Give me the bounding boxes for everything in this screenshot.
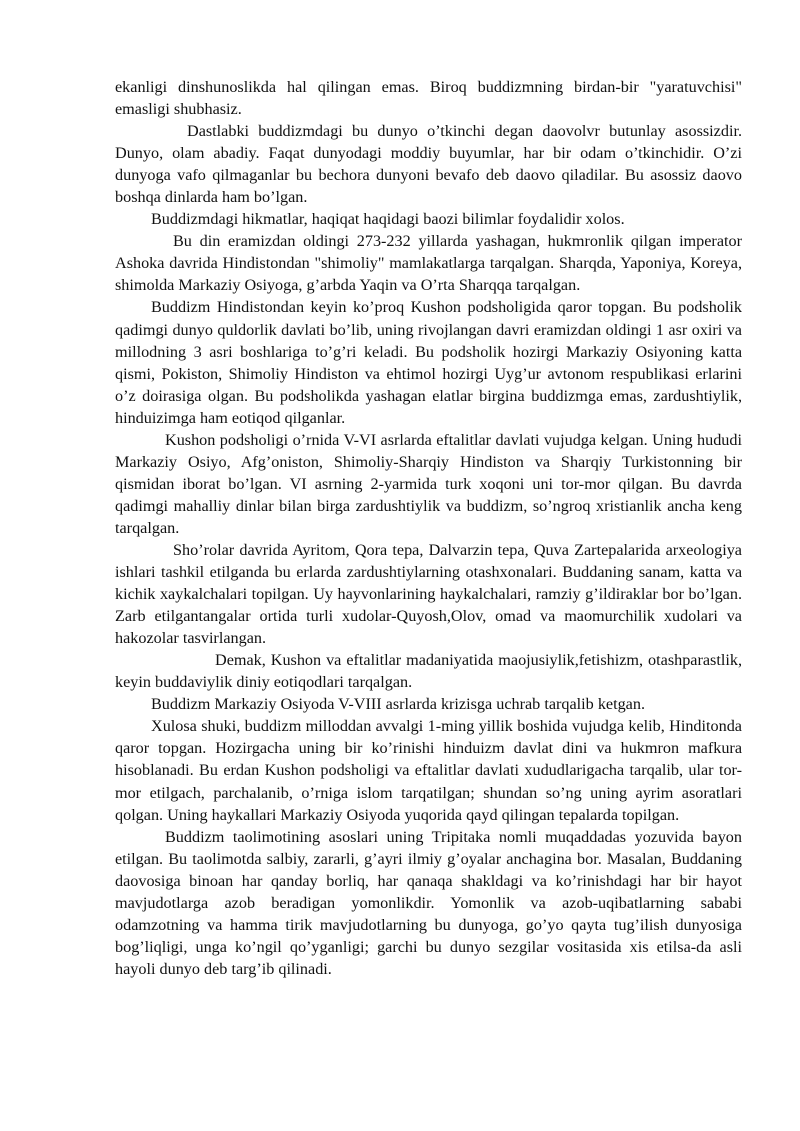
paragraph-1: ekanligi dinshunoslikda hal qilingan emas. Biroq buddizmning birdan-bir "yaratuvchisi" emasligi shubhasiz. <box>115 78 742 119</box>
paragraph-8: Demak, Kushon va eftalitlar madaniyatida maojusiylik,fetishizm, otashparastlik, keyin buddaviylik diniy eotiqodlari tarqalgan. <box>115 651 742 692</box>
paragraph-9: Buddizm Markaziy Osiyoda V-VIII asrlarda krizisga uchrab tarqalib ketgan. <box>151 695 646 714</box>
paragraph-3: Buddizmdagi hikmatlar, haqiqat haqidagi baozi bilimlar foydalidir xolos. <box>151 210 625 229</box>
document-page <box>115 76 742 980</box>
paragraph-10: Xulosa shuki, buddizm milloddan avvalgi 1-ming yillik boshida vujudga kelib, Hinditonda qaror topgan. Hozirgacha uning bir ko’rinishi hinduizm davlat dini va hukmron mafkura hisoblanadi. Bu erdan Kushon podsholigi va eftalitlar davlati xududlarigacha tarqalib, ular tor-mor etilgach, parchalanib, o’rniga islom tarqatilgan; shundan so’ng uning ayrim asoratlari qolgan. Uning haykallari Markaziy Osiyoda yuqorida qayd qilingan tepalarda topilgan. <box>115 717 742 824</box>
paragraph-11: Buddizm taolimotining asoslari uning Tripitaka nomli muqaddadas yozuvida bayon etilgan. Bu taolimotda salbiy, zararli, g’ayri ilmiy g’oyalar anchagina bor. Masalan, Buddaning daovosiga binoan har qanday borliq, har qanaqa shakldagi va ko’rinishdagi har bir hayot mavjudotlarga azob beradigan yomonlikdir. Yomonlik va azob-uqibatlarning sababi odamzotning va hamma tirik mavjudotlarning bu dunyoga, go’yo qayta tug’ilish dunyosiga bog’liqligi, unga ko’ngil qo’yganligi; garchi bu dunyo sezgilar vositasida xis etilsa-da asli hayoli dunyo deb targ’ib qilinadi. <box>115 827 742 978</box>
paragraph-7: Sho’rolar davrida Ayritom, Qora tepa, Dalvarzin tepa, Quva Zartepalarida arxeologiya ishlari tashkil etilganda bu erlarda zardushtiylarning otashxonalari. Buddaning sanam, katta va kichik xaykalchalari topilgan. Uy hayvonlarining haykalchalari, ramziy g’ildiraklar bor bo’lgan. Zarb etilgantangalar ortida turli xudolar-Quyosh,Olov, omad va maomurchilik xudolari va hakozolar tasvirlangan. <box>115 540 742 648</box>
paragraph-6: Kushon podsholigi o’rnida V-VI asrlarda eftalitlar davlati vujudga kelgan. Uning hududi Markaziy Osiyo, Afg’oniston, Shimoliy-Sharqiy Hindiston va Sharqiy Turkistonning bir qismidan iborat bo’lgan. VI asrning 2-yarmida turk xoqoni uni tor-mor qilgan. Bu davrda qadimgi mahalliy dinlar bilan birga zardushtiylik va buddizm, so’ngroq xristianlik ancha keng tarqalgan. <box>115 430 742 537</box>
paragraph-2: Dastlabki buddizmdagi bu dunyo o’tkinchi degan daovolvr butunlay asossizdir. Dunyo, olam abadiy. Faqat dunyodagi moddiy buyumlar, har bir odam o’tkinchidir. O’zi dunyoga vafo qilmaganlar bu bechora dunyoni bevafo deb daovo qiladilar. Bu asossiz daovo boshqa dinlarda ham bo’lgan. <box>115 122 742 207</box>
paragraph-4: Bu din eramizdan oldingi 273-232 yillarda yashagan, hukmronlik qilgan imperator Ashoka davrida Hindistondan "shimoliy" mamlakatlarga tarqalgan. Sharqda, Yaponiya, Koreya, shimolda Markaziy Osiyoga, g’arbda Yaqin va O’rta Sharqqa tarqalgan. <box>115 232 742 295</box>
paragraph-5: Buddizm Hindistondan keyin ko’proq Kushon podsholigida qaror topgan. Bu podsholik qadimgi dunyo quldorlik davlati bo’lib, uning rivojlangan davri eramizdan oldingi 1 asr oxiri va millodning 3 asri boshlariga to’g’ri keladi. Bu podsholik hozirgi Markaziy Osiyoning katta qismi, Pokiston, Shimoliy Hindiston va ehtimol hozirgi Uyg’ur avtonom respublikasi erlarini o’z doirasiga olgan. Bu podsholikda yashagan elatlar birgina buddizmga emas, zardushtiylik, hinduizimga ham eotiqod qilganlar. <box>115 298 742 427</box>
